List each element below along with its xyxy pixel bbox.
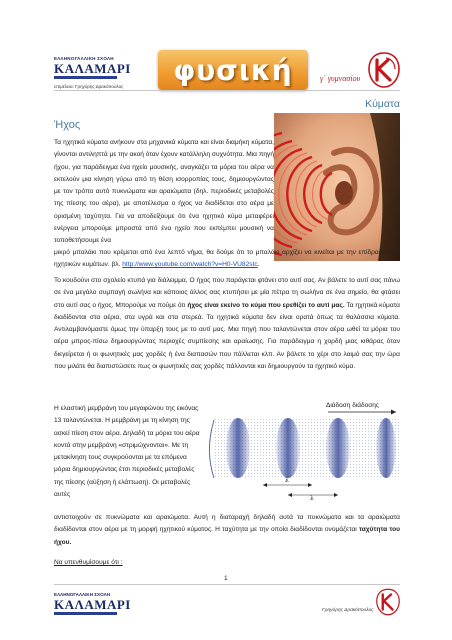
sound-wave-diagram <box>208 400 403 502</box>
footer-school-big: ΚΑΛΑΜΑΡΙ <box>54 597 131 612</box>
header-divider <box>54 90 400 91</box>
author-logo-icon <box>368 52 400 88</box>
school-name-small: ΕΛΛΗΝΟΓΑΛΛΙΚΗ ΣΧΟΛΗ <box>54 56 114 61</box>
section-label: Κύματα <box>365 98 400 110</box>
youtube-link[interactable]: http://www.youtube.com/watch?v=H0-VU82stc <box>122 261 258 269</box>
footer-logo-bar <box>54 612 117 615</box>
school-name-big: ΚΑΛΑΜΑΡΙ <box>54 61 131 76</box>
paragraph-intro-continued <box>54 247 400 272</box>
footer-author-logo-icon <box>376 588 400 616</box>
reminder-line: Να υπενθυμίσουμε ότι : <box>54 559 123 566</box>
paragraph-intro-end: . <box>257 261 260 269</box>
paragraph-intro-text: μικρό μπαλάκι που κρέμεται από ένα λεπτό νήμα, θα δούμε ότι το μπαλάκι αρχίζει να κινείται με την επίδραση των ηχητικών κυμάτων. βλ. <box>54 249 400 269</box>
paragraph-speaker-continued <box>54 512 400 549</box>
wavelength-label-2: λ <box>310 495 314 502</box>
propagation-direction-label: Διάδοση διάδοσης <box>326 402 380 409</box>
editor-credit: επιμέλεια: Γρηγόρης Δρακόπουλος <box>54 84 124 89</box>
page-header <box>0 0 452 112</box>
page-heading: Ήχος <box>54 119 81 131</box>
page-number: 1 <box>224 575 228 582</box>
paragraph-intro: Τα ηχητικά κύματα ανήκουν στα μηχανικά κύματα και είναι διαμήκη κύματα, γίνονται αντιληπτά με την ακοή όταν έχουν κατάλληλη συχνότητα. Μια πηγή ήχου, για παράδειγμα ένα ηχείο μουσικής, αναγκάζει τα μόρια του αέρα να εκτελούν μια κίνηση γύρω από τη θέση ισορροπίας τους, δημιουργώντας με τον τρόπο αυτό πυκνώματα και αραιώματα (δηλ. περιοδικές μεταβολές της πίεσης του αέρα), με αποτέλεσμα ο ήχος να διαδίδεται στο αέρα με ορισμένη ταχύτητα. Για να αποδείξουμε ότι ένα ηχητικό κύμα μεταφέρει ενέργεια μπορούμε μπροστά από ένα ηχείο που εκπέμπει μουσική να τοποθετήσουμε ένα <box>54 139 274 244</box>
subject-title-box <box>158 50 308 90</box>
paragraph-speaker-text: αντιστοιχούν σε πυκνώματα και αραιώματα. Αυτή η διαταραχή δηλαδή αυτά τα πυκνώματα και τα αραιώματα διαδίδονται στον αέρα με τη μορφή ηχητικού κύματος. Η ταχύτητα με την οποία διαδίδονται ονομάζεται <box>54 514 400 534</box>
footer-divider <box>54 584 400 585</box>
paragraph-bell-text: Το κουδούνι στο σχολείο κτυπά για διάλειμμα, Ο ήχος που παράγεται φτάνει στο αυτί σας. Αν βάλετε το αυτί σας πάνω σε ένα μεγάλο συμπαγή σωλήνα και κάποιος άλλος σας κτυπήσει με μία πέτρα τη σωλήνα σε ένα σημείο, θα φτάσει στο αυτί σας ο ήχος. Μπορούμε να πούμε ότι <box>54 277 400 309</box>
paragraph-bell <box>54 275 400 373</box>
paragraph-speaker: Η ελαστική μεμβράνη του μεγαφώνου της εικόνας 13 ταλαντώνεται. Η μεμβράνη με τη κίνηση της ασκεί πίεση στον αέρα. Δηλαδή τα μόρια του αέρα κοντά στην μεμβράνη «στριμώχνονται». Με τη μετακίνηση τους συγκρούονται με τα επόμενα μόρια δημιουργώντας έτσι περιοδικές μεταβολές της πίεσης (αύξηση ή ελάττωση). Οι μεταβολές αυτές <box>54 405 200 498</box>
ear-sound-image <box>274 113 400 261</box>
school-logo-bar <box>54 76 117 79</box>
speed-of-sound-term: ταχύτητα του ήχου. <box>54 526 400 546</box>
subject-title: φυσική <box>173 53 293 87</box>
paragraph-bell-text-2: Τα ηχητικά κύματα διαδίδονται στα αέρια, στα υγρά και στα στερεά. Τα ηχητικά κύματα δεν είναι ορατά όπως τα θαλάσσια κύματα. Αντιλαμβανόμαστε όμως την ύπαρξη τους με το αυτί μας. Μια πηγή που ταλαντώνεται στον αέρα ωθεί τα μόρια του αέρα μπρος-πίσω δημιουργώντας περιοχές συμπίεσης και αραίωσης. Για παράδειγμα η χορδή μιας κιθάρας όταν διεγείρεται ή οι φωνητικές μας χορδές ή ένα διαπασών που πάλλεται κλπ. Αν βάλετε το χέρι στο λαιμό σας την ώρα που μιλάτε θα διαπιστώσετε πως οι φωνητικές σας χορδές πάλλονται και δημιουργούν τα ηχητικό κύμα. <box>54 301 400 370</box>
grade-label: γ΄ γυμνασίου <box>320 74 361 83</box>
wavelength-label-1: λ <box>285 477 289 484</box>
footer-school-small: ΕΛΛΗΝΟΓΑΛΛΙΚΗ ΣΧΟΛΗ <box>54 592 110 597</box>
footer-author: Γρηγόρης Δρακόπουλος <box>322 608 374 613</box>
sound-definition: ήχος είναι εκείνο το κύμα που ερεθίζει το αυτί μας. <box>187 301 345 309</box>
